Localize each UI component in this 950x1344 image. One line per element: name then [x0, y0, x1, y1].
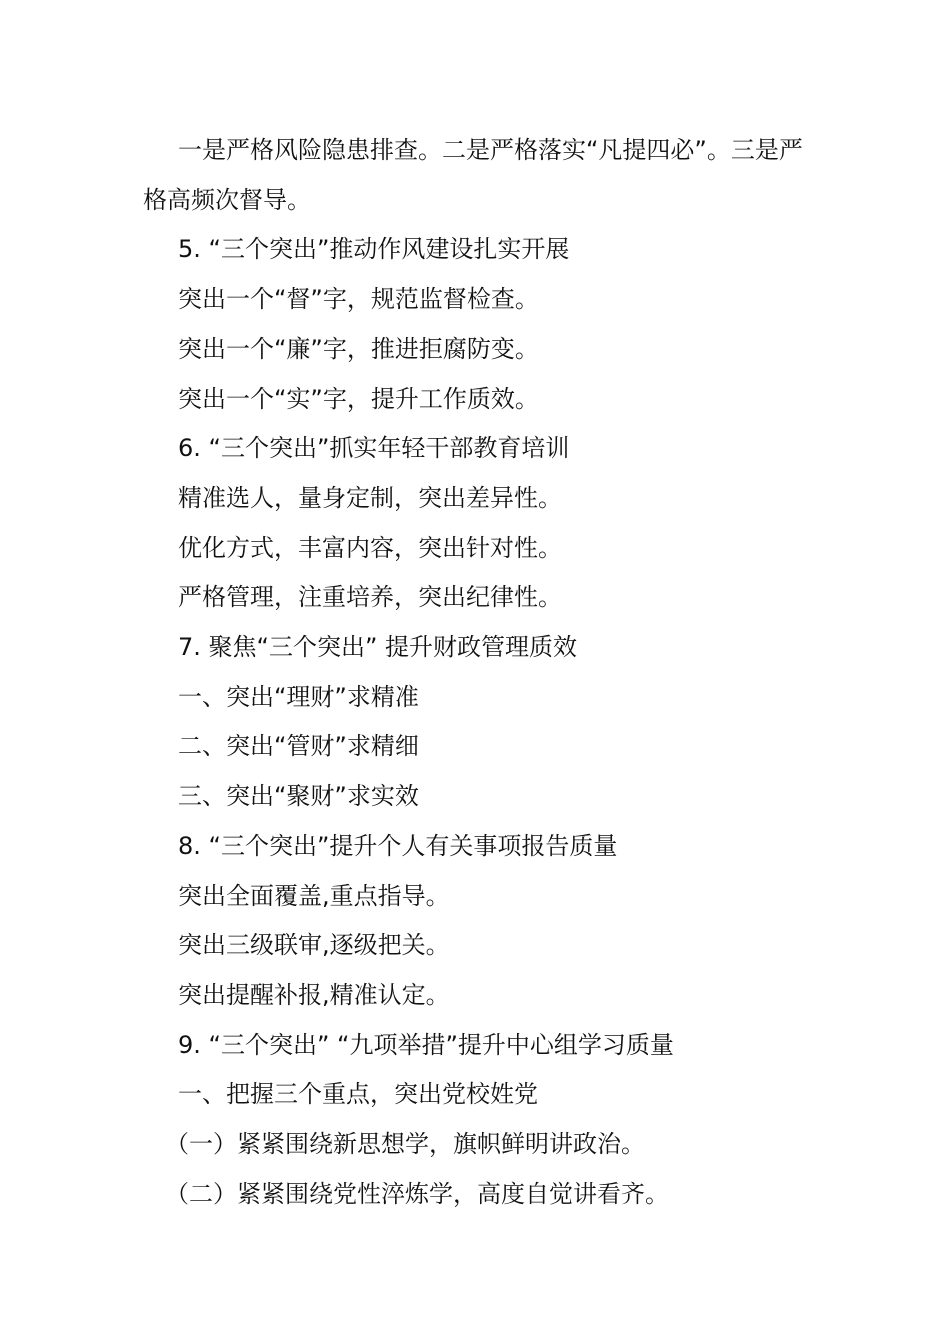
list-item: 突出提醒补报,精准认定。 — [178, 980, 450, 1009]
heading-item-7: 7. 聚焦“三个突出” 提升财政管理质效 — [178, 633, 578, 662]
document-body — [143, 126, 813, 1219]
list-item: 突出一个“实”字，提升工作质效。 — [178, 384, 539, 413]
list-item: 优化方式，丰富内容，突出针对性。 — [178, 533, 562, 562]
heading-item-8: 8. “三个突出”提升个人有关事项报告质量 — [178, 831, 618, 860]
list-item: 突出一个“督”字，规范监督检查。 — [178, 285, 539, 314]
list-item: 一、突出“理财”求精准 — [178, 682, 419, 711]
heading-item-9: 9. “三个突出” “九项举措”提升中心组学习质量 — [178, 1030, 674, 1059]
list-item: 二、突出“管财”求精细 — [178, 732, 419, 761]
heading-item-5: 5. “三个突出”推动作风建设扎实开展 — [178, 235, 570, 264]
list-item: 严格管理，注重培养，突出纪律性。 — [178, 583, 562, 612]
heading-item-6: 6. “三个突出”抓实年轻干部教育培训 — [178, 434, 570, 463]
list-item: （二）紧紧围绕党性淬炼学，高度自觉讲看齐。 — [165, 1179, 669, 1208]
subheading: 一、把握三个重点，突出党校姓党 — [178, 1080, 538, 1109]
list-item: （一）紧紧围绕新思想学，旗帜鲜明讲政治。 — [165, 1130, 645, 1159]
list-item: 精准选人，量身定制，突出差异性。 — [178, 483, 562, 512]
paragraph-risk-checks: 一是严格风险隐患排查。二是严格落实“凡提四必”。三是严格高频次督导。 — [143, 136, 803, 214]
list-item: 突出三级联审,逐级把关。 — [178, 931, 450, 960]
list-item: 突出全面覆盖,重点指导。 — [178, 881, 450, 910]
list-item: 突出一个“廉”字，推进拒腐防变。 — [178, 334, 539, 363]
list-item: 三、突出“聚财”求实效 — [178, 782, 419, 811]
